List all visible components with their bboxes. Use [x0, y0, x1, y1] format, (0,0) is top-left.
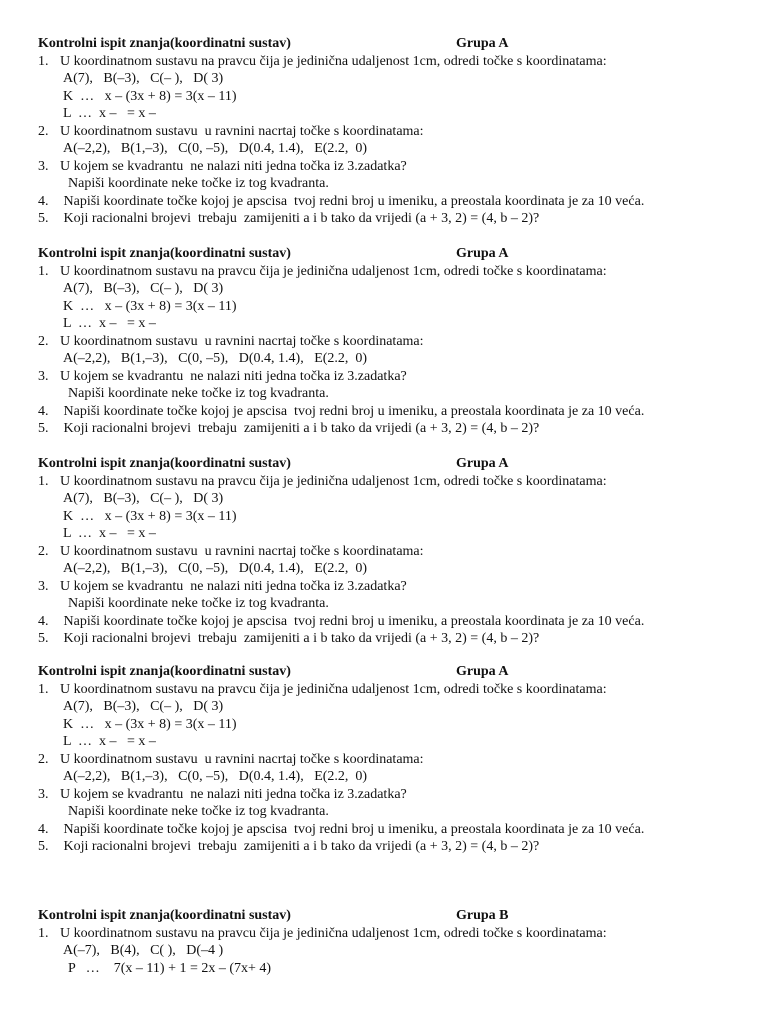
question-text: U koordinatnom sustavu u ravnini nacrtaj točke s koordinatama:: [60, 123, 424, 139]
question-text: Napiši koordinate točke kojoj je apscisa tvoj redni broj u imeniku, a preostala koordinata je za 10 veća.: [60, 613, 645, 629]
question: [38, 368, 738, 386]
question-number: 4.: [38, 193, 49, 209]
question: [38, 925, 738, 943]
question-detail: A(–2,2), B(1,–3), C(0, –5), D(0.4, 1.4), E(2.2, 0): [63, 351, 368, 366]
question-number: 1.: [38, 681, 49, 697]
question-number: 1.: [38, 925, 49, 941]
question-detail: Napiši koordinate neke točke iz tog kvadranta.: [68, 386, 329, 401]
question-text: Napiši koordinate točke kojoj je apscisa tvoj redni broj u imeniku, a preostala koordinata je za 10 veća.: [60, 821, 645, 837]
question: [38, 613, 738, 631]
exam-title: [38, 455, 738, 473]
question-number: 3.: [38, 158, 49, 174]
question-detail: K … x – (3x + 8) = 3(x – 11): [63, 508, 237, 524]
question-number: 3.: [38, 578, 49, 594]
question-detail: K … x – (3x + 8) = 3(x – 11): [63, 716, 237, 732]
question-detail: A(7), B(–3), C(– ), D( 3): [63, 699, 224, 714]
exam-title: [38, 245, 738, 263]
question-text: Koji racionalni brojevi trebaju zamijeniti a i b tako da vrijedi (a + 3, 2) = (4, b – 2)?: [60, 631, 540, 646]
question-text: U koordinatnom sustavu na pravcu čija je jedinična udaljenost 1cm, odredi točke s koordinatama:: [60, 925, 607, 941]
question: [38, 838, 738, 856]
question-number: 5.: [38, 421, 49, 436]
exam-title: [38, 35, 738, 53]
question: [38, 263, 738, 281]
question-number: 2.: [38, 751, 49, 767]
exam-title-text: Kontrolni ispit znanja(koordinatni sustav): [38, 908, 291, 923]
question-number: 2.: [38, 123, 49, 139]
question-detail: P … 7(x – 11) + 1 = 2x – (7x+ 4): [68, 960, 272, 976]
question-detail: L … x – = x –: [63, 526, 156, 541]
question-text: Koji racionalni brojevi trebaju zamijeniti a i b tako da vrijedi (a + 3, 2) = (4, b – 2)?: [60, 421, 540, 436]
question-number: 1.: [38, 53, 49, 69]
question-text: U koordinatnom sustavu na pravcu čija je jedinična udaljenost 1cm, odredi točke s koordinatama:: [60, 473, 607, 489]
question-detail: A(7), B(–3), C(– ), D( 3): [63, 491, 224, 506]
question-detail: K … x – (3x + 8) = 3(x – 11): [63, 88, 237, 104]
question-detail: A(7), B(–3), C(– ), D( 3): [63, 71, 224, 86]
question: [38, 751, 738, 769]
question: [38, 821, 738, 839]
exam-title-text: Kontrolni ispit znanja(koordinatni sustav): [38, 456, 291, 471]
exam-block: [38, 907, 738, 977]
question-detail: L … x – = x –: [63, 734, 156, 749]
question-detail: L … x – = x –: [63, 106, 156, 121]
question-number: 1.: [38, 263, 49, 279]
question-text: U koordinatnom sustavu na pravcu čija je jedinična udaljenost 1cm, odredi točke s koordinatama:: [60, 53, 607, 69]
question: [38, 543, 738, 561]
question-detail: Napiši koordinate neke točke iz tog kvadranta.: [68, 596, 329, 611]
question: [38, 123, 738, 141]
question-number: 1.: [38, 473, 49, 489]
question: [38, 420, 738, 438]
question-text: U koordinatnom sustavu na pravcu čija je jedinična udaljenost 1cm, odredi točke s koordinatama:: [60, 263, 607, 279]
question-text: U koordinatnom sustavu u ravnini nacrtaj točke s koordinatama:: [60, 751, 424, 767]
exam-block: [38, 455, 738, 648]
exam-title-text: Kontrolni ispit znanja(koordinatni sustav): [38, 246, 291, 261]
question-text: U koordinatnom sustavu na pravcu čija je jedinična udaljenost 1cm, odredi točke s koordinatama:: [60, 681, 607, 697]
question-number: 3.: [38, 368, 49, 384]
group-label: Grupa A: [456, 246, 509, 261]
question-detail: A(–2,2), B(1,–3), C(0, –5), D(0.4, 1.4), E(2.2, 0): [63, 141, 368, 156]
question-detail: Napiši koordinate neke točke iz tog kvadranta.: [68, 176, 329, 191]
question-number: 3.: [38, 786, 49, 802]
question: [38, 210, 738, 228]
question-text: Koji racionalni brojevi trebaju zamijeniti a i b tako da vrijedi (a + 3, 2) = (4, b – 2)?: [60, 211, 540, 226]
group-label: Grupa A: [456, 664, 509, 679]
exam-title-text: Kontrolni ispit znanja(koordinatni sustav): [38, 36, 291, 51]
exam-title-text: Kontrolni ispit znanja(koordinatni sustav): [38, 664, 291, 679]
question-text: U kojem se kvadrantu ne nalazi niti jedna točka iz 3.zadatka?: [60, 368, 407, 384]
exam-block: [38, 663, 738, 856]
question: [38, 786, 738, 804]
question-text: U koordinatnom sustavu u ravnini nacrtaj točke s koordinatama:: [60, 333, 424, 349]
group-label: Grupa A: [456, 36, 509, 51]
question: [38, 333, 738, 351]
question-detail: A(–7), B(4), C( ), D(–4 ): [63, 943, 224, 958]
question: [38, 630, 738, 648]
question-text: U kojem se kvadrantu ne nalazi niti jedna točka iz 3.zadatka?: [60, 578, 407, 594]
question-detail: A(–2,2), B(1,–3), C(0, –5), D(0.4, 1.4), E(2.2, 0): [63, 769, 368, 784]
exam-block: [38, 245, 738, 438]
question-detail: K … x – (3x + 8) = 3(x – 11): [63, 298, 237, 314]
exam-title: [38, 663, 738, 681]
group-label: Grupa B: [456, 908, 509, 923]
question-text: Koji racionalni brojevi trebaju zamijeniti a i b tako da vrijedi (a + 3, 2) = (4, b – 2)?: [60, 839, 540, 854]
question: [38, 53, 738, 71]
question-detail: Napiši koordinate neke točke iz tog kvadranta.: [68, 804, 329, 819]
question-number: 5.: [38, 211, 49, 226]
question-number: 4.: [38, 403, 49, 419]
question-detail: A(–2,2), B(1,–3), C(0, –5), D(0.4, 1.4), E(2.2, 0): [63, 561, 368, 576]
question-number: 2.: [38, 543, 49, 559]
question: [38, 158, 738, 176]
question: [38, 473, 738, 491]
question-text: U kojem se kvadrantu ne nalazi niti jedna točka iz 3.zadatka?: [60, 158, 407, 174]
question-detail: L … x – = x –: [63, 316, 156, 331]
question-number: 5.: [38, 839, 49, 854]
question: [38, 403, 738, 421]
question-text: U kojem se kvadrantu ne nalazi niti jedna točka iz 3.zadatka?: [60, 786, 407, 802]
exam-block: [38, 35, 738, 228]
question-number: 4.: [38, 821, 49, 837]
question: [38, 681, 738, 699]
question-number: 4.: [38, 613, 49, 629]
question-detail: A(7), B(–3), C(– ), D( 3): [63, 281, 224, 296]
group-label: Grupa A: [456, 456, 509, 471]
question: [38, 193, 738, 211]
question-number: 2.: [38, 333, 49, 349]
question-text: Napiši koordinate točke kojoj je apscisa tvoj redni broj u imeniku, a preostala koordinata je za 10 veća.: [60, 403, 645, 419]
question: [38, 578, 738, 596]
question-text: U koordinatnom sustavu u ravnini nacrtaj točke s koordinatama:: [60, 543, 424, 559]
question-number: 5.: [38, 631, 49, 646]
question-text: Napiši koordinate točke kojoj je apscisa tvoj redni broj u imeniku, a preostala koordinata je za 10 veća.: [60, 193, 645, 209]
exam-title: [38, 907, 738, 925]
